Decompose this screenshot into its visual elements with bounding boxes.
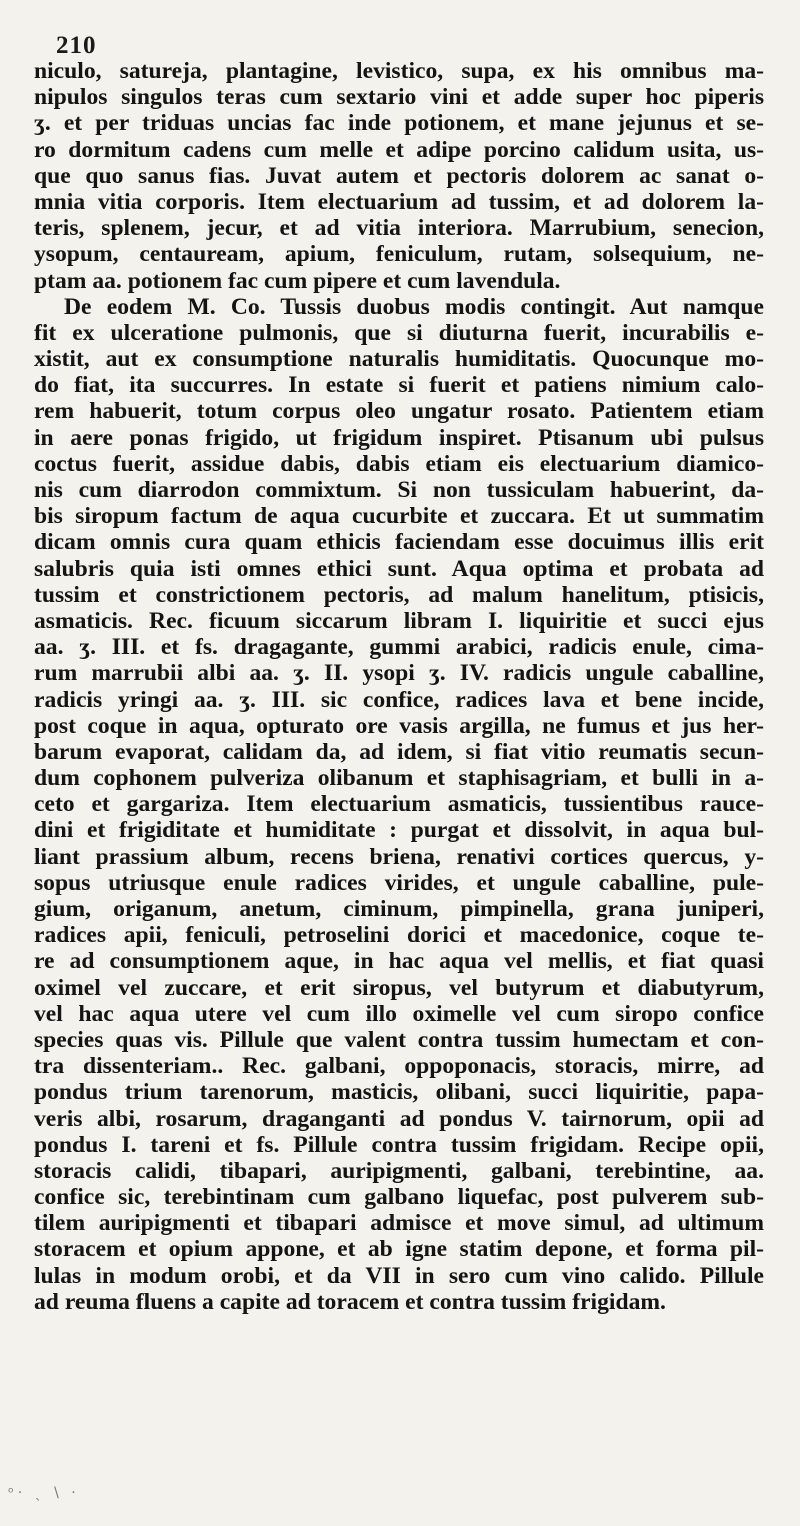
text-line: ysopum, centauream, apium, feniculum, rutam, solsequium, ne- bbox=[34, 241, 764, 268]
text-line: confice sic, terebintinam cum galbano liquefac, post pulverem sub- bbox=[34, 1184, 764, 1211]
text-line: niculo, satureja, plantagine, levistico, supa, ex his omnibus ma- bbox=[34, 58, 764, 84]
text-line: xistit, aut ex consumptione naturalis humiditatis. Quocunque mo- bbox=[34, 346, 764, 373]
text-line: storacem et opium appone, et ab igne statim depone, et forma pil- bbox=[34, 1236, 764, 1263]
text-line: in aere ponas frigido, ut frigidum inspiret. Ptisanum ubi pulsus bbox=[34, 424, 764, 451]
text-line: re ad consumptionem aque, in hac aqua vel mellis, et fiat quasi bbox=[34, 948, 764, 975]
text-line: teris, splenem, jecur, et ad vitia interiora. Marrubium, senecion, bbox=[34, 215, 764, 242]
text-line: dum cophonem pulveriza olibanum et staphisagriam, et bulli in a- bbox=[34, 765, 764, 792]
text-line: coctus fuerit, assidue dabis, dabis etiam eis electuarium diamico- bbox=[34, 450, 764, 477]
text-line: ʒ. et per triduas uncias fac inde potionem, et mane jejunus et se- bbox=[34, 110, 764, 137]
text-line: radicis yringi aa. ʒ. III. sic confice, radices lava et bene incide, bbox=[34, 686, 764, 713]
text-line: ro dormitum cadens cum melle et adipe porcino calidum usita, us- bbox=[34, 136, 764, 163]
text-line: ad reuma fluens a capite ad toracem et contra tussim frigidam. bbox=[34, 1288, 666, 1315]
text-line: storacis calidi, tibapari, auripigmenti, galbani, terebintine, aa. bbox=[34, 1157, 764, 1184]
text-line: barum evaporat, calidam da, ad idem, si fiat vitio reumatis secun- bbox=[34, 738, 764, 765]
text-line: species quas vis. Pillule que valent contra tussim humectam et con- bbox=[34, 1026, 764, 1053]
text-line: mnia vitia corporis. Item electuarium ad tussim, et ad dolorem la- bbox=[34, 188, 764, 215]
text-line: oximel vel zuccare, et erit siropus, vel butyrum et diabutyrum, bbox=[34, 974, 764, 1001]
text-line: tra dissenteriam.. Rec. galbani, oppoponacis, storacis, mirre, ad bbox=[34, 1053, 764, 1080]
text-line: liant prassium album, recens brienа, renativi cortices quercus, y- bbox=[34, 843, 764, 870]
text-line: De eodem M. Co. Tussis duobus modis contingit. Aut namque bbox=[64, 293, 764, 320]
text-line: salubris quia isti omnes ethici sunt. Aqua optima et probata ad bbox=[34, 555, 764, 582]
text-line: ceto et gargariza. Item electuarium asmaticis, tussientibus rauce- bbox=[34, 791, 764, 818]
text-line: asmaticis. Rec. ficuum siccarum libram I. liquiritie et succi ejus bbox=[34, 607, 764, 634]
text-line: ptam aa. potionem fac cum pipere et cum lavendula. bbox=[34, 267, 561, 294]
stray-ink-marks: ᵒ· ˎ \ · bbox=[8, 1485, 80, 1501]
text-line: nis cum diarrodon commixtum. Si non tussiculam habuerint, da- bbox=[34, 477, 764, 503]
text-line: dini et frigiditate et humiditate : purgat et dissolvit, in aqua bul- bbox=[34, 817, 764, 844]
text-line: vel hac aqua utere vel cum illo oximelle vel cum siropo confice bbox=[34, 1000, 764, 1027]
text-line: pondus I. tareni et fs. Pillule contra tussim frigidam. Recipe opii, bbox=[34, 1131, 764, 1158]
text-line: pondus trium tarenorum, masticis, olibani, succi liquiritie, papa- bbox=[34, 1079, 764, 1106]
text-line: fit ex ulceratione pulmonis, que si diuturna fuerit, incurabilis e- bbox=[34, 319, 764, 346]
text-line: veris albi, rosarum, draganganti ad pondus V. tairnorum, opii ad bbox=[34, 1105, 764, 1132]
page-number: 210 bbox=[56, 32, 97, 59]
text-line: radices apii, feniculi, petroselini dorici et macedonice, coque te- bbox=[34, 922, 764, 949]
text-line: tilem auripigmenti et tibapari admisce et move simul, ad ultimum bbox=[34, 1210, 764, 1237]
text-line: rum marrubii albi aa. ʒ. II. ysopi ʒ. IV. radicis ungule caballine, bbox=[34, 660, 764, 687]
text-line: bis siropum factum de aqua cucurbite et zuccara. Et ut summatim bbox=[34, 503, 764, 530]
text-line: gium, origanum, anetum, ciminum, pimpinella, grana juniperi, bbox=[34, 896, 764, 922]
text-line: post coque in aqua, opturato ore vasis argilla, ne fumus et jus her- bbox=[34, 712, 764, 739]
text-line: que quo sanus fias. Juvat autem et pectoris dolorem ac sanat o- bbox=[34, 162, 764, 189]
text-line: do fiat, ita succurres. In estate si fuerit et patiens nimium calo- bbox=[34, 372, 764, 399]
text-line: sopus utriusque enule radices virides, et ungule caballine, pule- bbox=[34, 869, 764, 896]
body-text bbox=[34, 58, 764, 1315]
text-line: dicam omnis cura quam ethicis faciendam esse docuimus illis erit bbox=[34, 529, 764, 556]
text-line: nipulos singulos teras cum sextario vini et adde super hoc piperis bbox=[34, 84, 764, 111]
text-line: tussim et constrictionem pectoris, ad malum hanelitum, ptisicis, bbox=[34, 581, 764, 608]
text-line: aa. ʒ. III. et fs. dragagante, gummi arabici, radicis enule, cima- bbox=[34, 634, 764, 661]
text-line: rem habuerit, totum corpus oleo ungatur rosato. Patientem etiam bbox=[34, 398, 764, 425]
text-line: lulas in modum orobi, et da VII in sero cum vino calido. Pillule bbox=[34, 1262, 764, 1289]
